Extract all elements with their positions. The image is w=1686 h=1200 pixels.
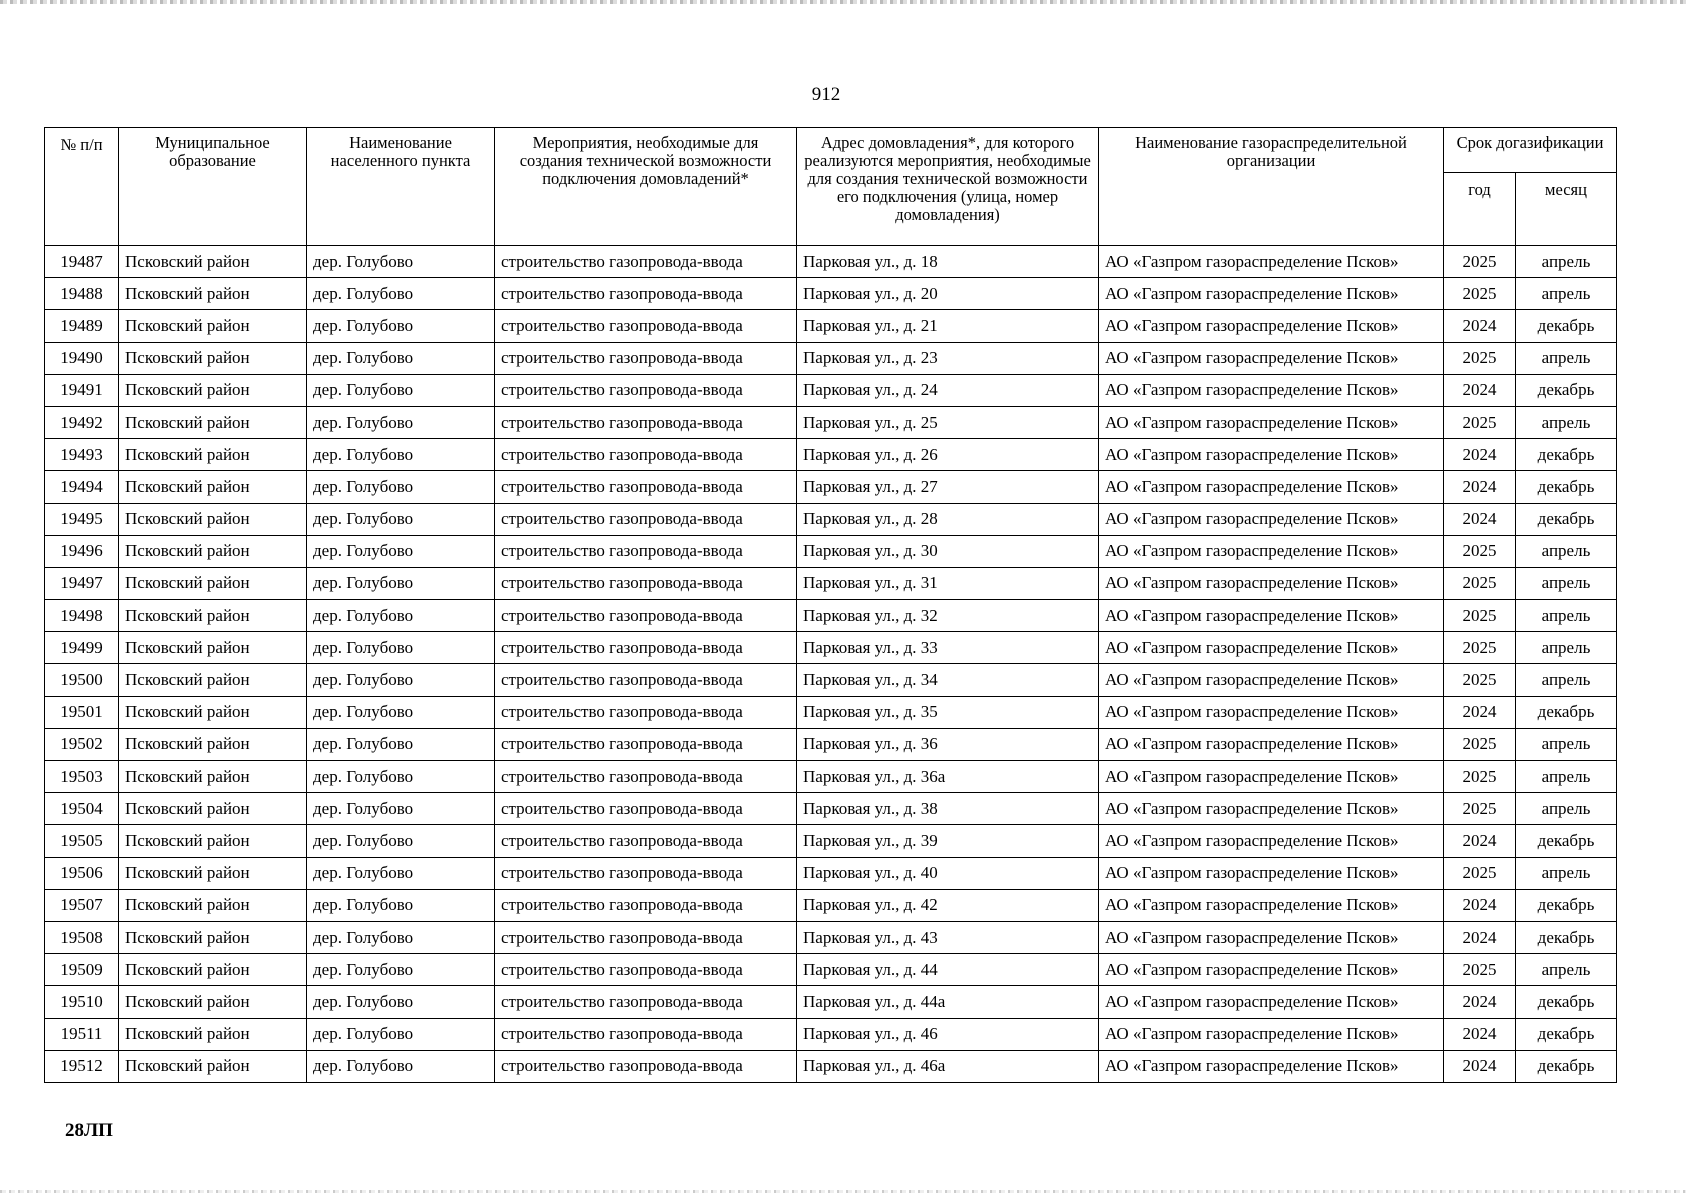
table-row <box>45 535 1617 567</box>
address-cell: Парковая ул., д. 42 <box>797 889 1099 921</box>
year-cell: 2024 <box>1444 1050 1516 1082</box>
municipality-cell: Псковский район <box>119 310 307 342</box>
row-number: 19500 <box>45 664 119 696</box>
municipality-cell: Псковский район <box>119 664 307 696</box>
table-row <box>45 374 1617 406</box>
year-cell: 2025 <box>1444 857 1516 889</box>
month-cell: декабрь <box>1516 374 1617 406</box>
scan-edge-bottom <box>0 1190 1686 1193</box>
org-cell: АО «Газпром газораспределение Псков» <box>1099 535 1444 567</box>
gasification-table <box>44 127 1617 1083</box>
org-cell: АО «Газпром газораспределение Псков» <box>1099 278 1444 310</box>
row-number: 19487 <box>45 246 119 278</box>
org-cell: АО «Газпром газораспределение Псков» <box>1099 439 1444 471</box>
row-number: 19493 <box>45 439 119 471</box>
table-row <box>45 889 1617 921</box>
table-row <box>45 406 1617 438</box>
org-cell: АО «Газпром газораспределение Псков» <box>1099 503 1444 535</box>
settlement-cell: дер. Голубово <box>307 406 495 438</box>
settlement-cell: дер. Голубово <box>307 664 495 696</box>
year-cell: 2024 <box>1444 310 1516 342</box>
address-cell: Парковая ул., д. 30 <box>797 535 1099 567</box>
address-cell: Парковая ул., д. 43 <box>797 921 1099 953</box>
settlement-cell: дер. Голубово <box>307 503 495 535</box>
month-cell: апрель <box>1516 535 1617 567</box>
municipality-cell: Псковский район <box>119 1050 307 1082</box>
row-number: 19509 <box>45 954 119 986</box>
year-cell: 2025 <box>1444 600 1516 632</box>
row-number: 19511 <box>45 1018 119 1050</box>
row-number: 19499 <box>45 632 119 664</box>
address-cell: Парковая ул., д. 36 <box>797 728 1099 760</box>
row-number: 19507 <box>45 889 119 921</box>
settlement-cell: дер. Голубово <box>307 1018 495 1050</box>
measure-cell: строительство газопровода-ввода <box>495 825 797 857</box>
measure-cell: строительство газопровода-ввода <box>495 986 797 1018</box>
org-cell: АО «Газпром газораспределение Псков» <box>1099 793 1444 825</box>
month-cell: декабрь <box>1516 986 1617 1018</box>
header-year: год <box>1444 173 1516 246</box>
org-cell: АО «Газпром газораспределение Псков» <box>1099 246 1444 278</box>
municipality-cell: Псковский район <box>119 406 307 438</box>
org-cell: АО «Газпром газораспределение Псков» <box>1099 632 1444 664</box>
table-header <box>45 128 1617 246</box>
settlement-cell: дер. Голубово <box>307 889 495 921</box>
measure-cell: строительство газопровода-ввода <box>495 246 797 278</box>
address-cell: Парковая ул., д. 24 <box>797 374 1099 406</box>
settlement-cell: дер. Голубово <box>307 857 495 889</box>
measure-cell: строительство газопровода-ввода <box>495 342 797 374</box>
table-row <box>45 246 1617 278</box>
municipality-cell: Псковский район <box>119 889 307 921</box>
address-cell: Парковая ул., д. 25 <box>797 406 1099 438</box>
municipality-cell: Псковский район <box>119 600 307 632</box>
measure-cell: строительство газопровода-ввода <box>495 406 797 438</box>
measure-cell: строительство газопровода-ввода <box>495 600 797 632</box>
address-cell: Парковая ул., д. 46 <box>797 1018 1099 1050</box>
measure-cell: строительство газопровода-ввода <box>495 439 797 471</box>
month-cell: апрель <box>1516 793 1617 825</box>
measure-cell: строительство газопровода-ввода <box>495 535 797 567</box>
address-cell: Парковая ул., д. 31 <box>797 567 1099 599</box>
page-number: 912 <box>811 84 841 105</box>
municipality-cell: Псковский район <box>119 761 307 793</box>
address-cell: Парковая ул., д. 27 <box>797 471 1099 503</box>
settlement-cell: дер. Голубово <box>307 310 495 342</box>
measure-cell: строительство газопровода-ввода <box>495 503 797 535</box>
header-term: Срок догазификации <box>1444 128 1617 173</box>
settlement-cell: дер. Голубово <box>307 374 495 406</box>
table-row <box>45 567 1617 599</box>
settlement-cell: дер. Голубово <box>307 439 495 471</box>
month-cell: апрель <box>1516 664 1617 696</box>
org-cell: АО «Газпром газораспределение Псков» <box>1099 825 1444 857</box>
settlement-cell: дер. Голубово <box>307 600 495 632</box>
measure-cell: строительство газопровода-ввода <box>495 954 797 986</box>
header-measures: Мероприятия, необходимые для создания технической возможности подключения домовладений* <box>495 128 797 246</box>
org-cell: АО «Газпром газораспределение Псков» <box>1099 406 1444 438</box>
table-row <box>45 632 1617 664</box>
address-cell: Парковая ул., д. 21 <box>797 310 1099 342</box>
year-cell: 2025 <box>1444 632 1516 664</box>
municipality-cell: Псковский район <box>119 278 307 310</box>
municipality-cell: Псковский район <box>119 1018 307 1050</box>
org-cell: АО «Газпром газораспределение Псков» <box>1099 600 1444 632</box>
measure-cell: строительство газопровода-ввода <box>495 761 797 793</box>
footer-code: 28ЛП <box>65 1120 113 1141</box>
table-row <box>45 600 1617 632</box>
scan-edge-top <box>0 0 1686 4</box>
year-cell: 2024 <box>1444 986 1516 1018</box>
org-cell: АО «Газпром газораспределение Псков» <box>1099 342 1444 374</box>
municipality-cell: Псковский район <box>119 632 307 664</box>
row-number: 19491 <box>45 374 119 406</box>
month-cell: декабрь <box>1516 825 1617 857</box>
header-org: Наименование газораспределительной организации <box>1099 128 1444 246</box>
month-cell: апрель <box>1516 857 1617 889</box>
year-cell: 2024 <box>1444 921 1516 953</box>
measure-cell: строительство газопровода-ввода <box>495 278 797 310</box>
year-cell: 2025 <box>1444 342 1516 374</box>
year-cell: 2025 <box>1444 728 1516 760</box>
month-cell: декабрь <box>1516 889 1617 921</box>
org-cell: АО «Газпром газораспределение Псков» <box>1099 954 1444 986</box>
row-number: 19508 <box>45 921 119 953</box>
settlement-cell: дер. Голубово <box>307 921 495 953</box>
municipality-cell: Псковский район <box>119 986 307 1018</box>
table-row <box>45 825 1617 857</box>
row-number: 19502 <box>45 728 119 760</box>
table-row <box>45 1018 1617 1050</box>
header-no: № п/п <box>45 128 119 246</box>
month-cell: декабрь <box>1516 921 1617 953</box>
org-cell: АО «Газпром газораспределение Псков» <box>1099 1050 1444 1082</box>
year-cell: 2025 <box>1444 567 1516 599</box>
table-row <box>45 954 1617 986</box>
measure-cell: строительство газопровода-ввода <box>495 921 797 953</box>
year-cell: 2024 <box>1444 889 1516 921</box>
table-row <box>45 664 1617 696</box>
org-cell: АО «Газпром газораспределение Псков» <box>1099 310 1444 342</box>
table-row <box>45 439 1617 471</box>
municipality-cell: Псковский район <box>119 374 307 406</box>
measure-cell: строительство газопровода-ввода <box>495 857 797 889</box>
row-number: 19488 <box>45 278 119 310</box>
table-row <box>45 986 1617 1018</box>
address-cell: Парковая ул., д. 26 <box>797 439 1099 471</box>
year-cell: 2025 <box>1444 246 1516 278</box>
month-cell: апрель <box>1516 278 1617 310</box>
measure-cell: строительство газопровода-ввода <box>495 567 797 599</box>
measure-cell: строительство газопровода-ввода <box>495 728 797 760</box>
row-number: 19506 <box>45 857 119 889</box>
measure-cell: строительство газопровода-ввода <box>495 1050 797 1082</box>
org-cell: АО «Газпром газораспределение Псков» <box>1099 696 1444 728</box>
table-row <box>45 857 1617 889</box>
year-cell: 2025 <box>1444 793 1516 825</box>
month-cell: апрель <box>1516 600 1617 632</box>
settlement-cell: дер. Голубово <box>307 728 495 760</box>
header-municipality: Муниципальное образование <box>119 128 307 246</box>
address-cell: Парковая ул., д. 44 <box>797 954 1099 986</box>
header-settlement: Наименование населенного пункта <box>307 128 495 246</box>
address-cell: Парковая ул., д. 46а <box>797 1050 1099 1082</box>
month-cell: декабрь <box>1516 1018 1617 1050</box>
address-cell: Парковая ул., д. 33 <box>797 632 1099 664</box>
row-number: 19490 <box>45 342 119 374</box>
settlement-cell: дер. Голубово <box>307 954 495 986</box>
month-cell: апрель <box>1516 246 1617 278</box>
settlement-cell: дер. Голубово <box>307 825 495 857</box>
address-cell: Парковая ул., д. 20 <box>797 278 1099 310</box>
org-cell: АО «Газпром газораспределение Псков» <box>1099 374 1444 406</box>
municipality-cell: Псковский район <box>119 439 307 471</box>
month-cell: апрель <box>1516 761 1617 793</box>
month-cell: апрель <box>1516 342 1617 374</box>
row-number: 19512 <box>45 1050 119 1082</box>
table-row <box>45 761 1617 793</box>
org-cell: АО «Газпром газораспределение Псков» <box>1099 471 1444 503</box>
year-cell: 2025 <box>1444 278 1516 310</box>
row-number: 19497 <box>45 567 119 599</box>
header-address: Адрес домовладения*, для которого реализуются мероприятия, необходимые для создания технической возможности его подключения (улица, номер домовладения) <box>797 128 1099 246</box>
settlement-cell: дер. Голубово <box>307 278 495 310</box>
table-row <box>45 503 1617 535</box>
address-cell: Парковая ул., д. 28 <box>797 503 1099 535</box>
table-row <box>45 728 1617 760</box>
address-cell: Парковая ул., д. 34 <box>797 664 1099 696</box>
measure-cell: строительство газопровода-ввода <box>495 793 797 825</box>
org-cell: АО «Газпром газораспределение Псков» <box>1099 921 1444 953</box>
row-number: 19505 <box>45 825 119 857</box>
settlement-cell: дер. Голубово <box>307 761 495 793</box>
org-cell: АО «Газпром газораспределение Псков» <box>1099 728 1444 760</box>
municipality-cell: Псковский район <box>119 696 307 728</box>
row-number: 19503 <box>45 761 119 793</box>
address-cell: Парковая ул., д. 36а <box>797 761 1099 793</box>
org-cell: АО «Газпром газораспределение Псков» <box>1099 761 1444 793</box>
year-cell: 2025 <box>1444 954 1516 986</box>
settlement-cell: дер. Голубово <box>307 567 495 599</box>
settlement-cell: дер. Голубово <box>307 535 495 567</box>
settlement-cell: дер. Голубово <box>307 471 495 503</box>
municipality-cell: Псковский район <box>119 535 307 567</box>
address-cell: Парковая ул., д. 39 <box>797 825 1099 857</box>
month-cell: апрель <box>1516 567 1617 599</box>
municipality-cell: Псковский район <box>119 567 307 599</box>
row-number: 19494 <box>45 471 119 503</box>
year-cell: 2025 <box>1444 535 1516 567</box>
table-row <box>45 793 1617 825</box>
settlement-cell: дер. Голубово <box>307 632 495 664</box>
month-cell: апрель <box>1516 406 1617 438</box>
year-cell: 2025 <box>1444 406 1516 438</box>
month-cell: апрель <box>1516 728 1617 760</box>
row-number: 19496 <box>45 535 119 567</box>
municipality-cell: Псковский район <box>119 246 307 278</box>
row-number: 19495 <box>45 503 119 535</box>
municipality-cell: Псковский район <box>119 954 307 986</box>
year-cell: 2024 <box>1444 471 1516 503</box>
row-number: 19498 <box>45 600 119 632</box>
address-cell: Парковая ул., д. 32 <box>797 600 1099 632</box>
year-cell: 2024 <box>1444 1018 1516 1050</box>
org-cell: АО «Газпром газораспределение Псков» <box>1099 857 1444 889</box>
org-cell: АО «Газпром газораспределение Псков» <box>1099 567 1444 599</box>
year-cell: 2024 <box>1444 503 1516 535</box>
municipality-cell: Псковский район <box>119 728 307 760</box>
municipality-cell: Псковский район <box>119 342 307 374</box>
address-cell: Парковая ул., д. 18 <box>797 246 1099 278</box>
year-cell: 2024 <box>1444 374 1516 406</box>
address-cell: Парковая ул., д. 44а <box>797 986 1099 1018</box>
month-cell: декабрь <box>1516 503 1617 535</box>
row-number: 19492 <box>45 406 119 438</box>
settlement-cell: дер. Голубово <box>307 246 495 278</box>
measure-cell: строительство газопровода-ввода <box>495 374 797 406</box>
row-number: 19504 <box>45 793 119 825</box>
municipality-cell: Псковский район <box>119 793 307 825</box>
municipality-cell: Псковский район <box>119 503 307 535</box>
measure-cell: строительство газопровода-ввода <box>495 889 797 921</box>
row-number: 19510 <box>45 986 119 1018</box>
year-cell: 2025 <box>1444 664 1516 696</box>
row-number: 19489 <box>45 310 119 342</box>
org-cell: АО «Газпром газораспределение Псков» <box>1099 1018 1444 1050</box>
table-row <box>45 1050 1617 1082</box>
measure-cell: строительство газопровода-ввода <box>495 310 797 342</box>
measure-cell: строительство газопровода-ввода <box>495 696 797 728</box>
table-row <box>45 696 1617 728</box>
table-body <box>45 246 1617 1083</box>
month-cell: декабрь <box>1516 439 1617 471</box>
municipality-cell: Псковский район <box>119 857 307 889</box>
address-cell: Парковая ул., д. 23 <box>797 342 1099 374</box>
address-cell: Парковая ул., д. 38 <box>797 793 1099 825</box>
row-number: 19501 <box>45 696 119 728</box>
month-cell: апрель <box>1516 954 1617 986</box>
settlement-cell: дер. Голубово <box>307 1050 495 1082</box>
municipality-cell: Псковский район <box>119 921 307 953</box>
municipality-cell: Псковский район <box>119 471 307 503</box>
measure-cell: строительство газопровода-ввода <box>495 632 797 664</box>
month-cell: декабрь <box>1516 471 1617 503</box>
year-cell: 2024 <box>1444 696 1516 728</box>
year-cell: 2024 <box>1444 439 1516 471</box>
org-cell: АО «Газпром газораспределение Псков» <box>1099 986 1444 1018</box>
month-cell: апрель <box>1516 632 1617 664</box>
settlement-cell: дер. Голубово <box>307 986 495 1018</box>
org-cell: АО «Газпром газораспределение Псков» <box>1099 664 1444 696</box>
header-month: месяц <box>1516 173 1617 246</box>
measure-cell: строительство газопровода-ввода <box>495 664 797 696</box>
month-cell: декабрь <box>1516 696 1617 728</box>
year-cell: 2025 <box>1444 761 1516 793</box>
table-row <box>45 471 1617 503</box>
org-cell: АО «Газпром газораспределение Псков» <box>1099 889 1444 921</box>
year-cell: 2024 <box>1444 825 1516 857</box>
address-cell: Парковая ул., д. 40 <box>797 857 1099 889</box>
table-row <box>45 310 1617 342</box>
measure-cell: строительство газопровода-ввода <box>495 1018 797 1050</box>
municipality-cell: Псковский район <box>119 825 307 857</box>
table-row <box>45 342 1617 374</box>
address-cell: Парковая ул., д. 35 <box>797 696 1099 728</box>
table-row <box>45 921 1617 953</box>
settlement-cell: дер. Голубово <box>307 696 495 728</box>
month-cell: декабрь <box>1516 310 1617 342</box>
settlement-cell: дер. Голубово <box>307 793 495 825</box>
measure-cell: строительство газопровода-ввода <box>495 471 797 503</box>
table-row <box>45 278 1617 310</box>
settlement-cell: дер. Голубово <box>307 342 495 374</box>
month-cell: декабрь <box>1516 1050 1617 1082</box>
